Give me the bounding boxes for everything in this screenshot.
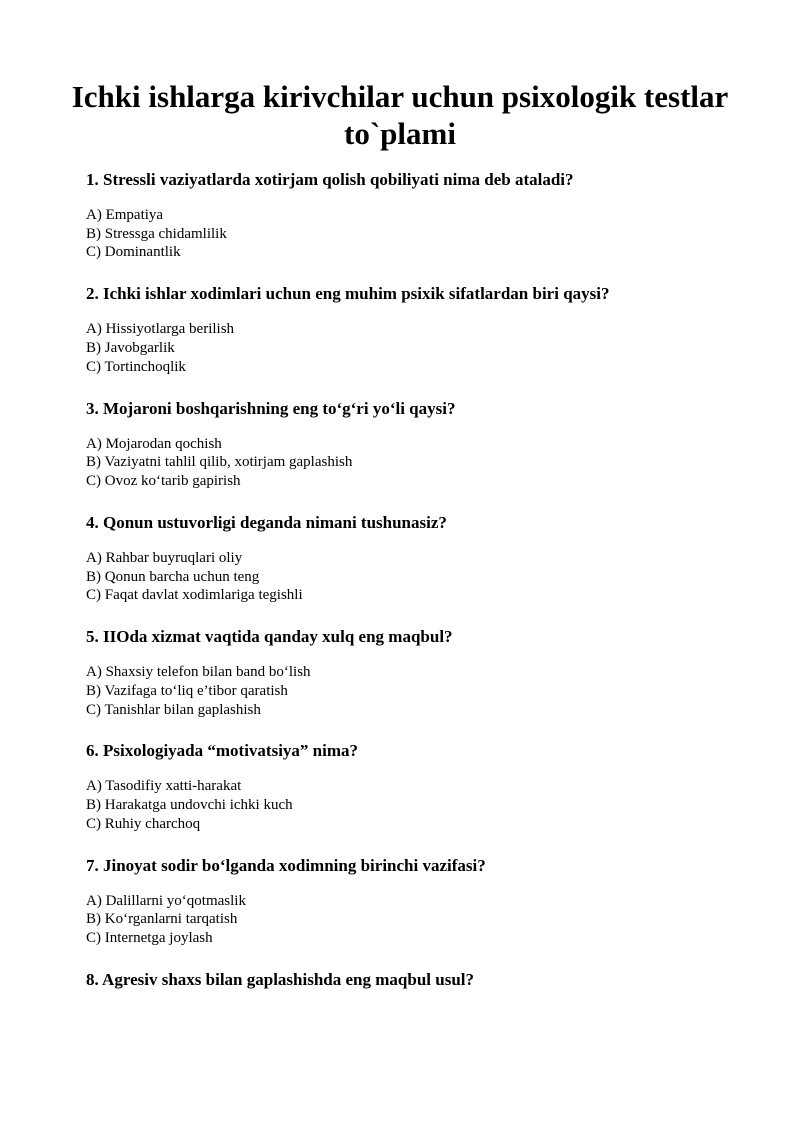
question-list	[86, 168, 746, 1082]
answer-options	[86, 206, 746, 262]
answer-option-c: C) Internetga joylash	[86, 930, 213, 947]
answer-option-c: C) Tortinchoqlik	[86, 358, 186, 375]
question-text: 3. Mojaroni boshqarishning eng to‘g‘ri yo‘li qaysi?	[86, 398, 456, 418]
question-text: 8. Agresiv shaxs bilan gaplashishda eng maqbul usul?	[86, 970, 474, 990]
question-item	[86, 739, 746, 853]
answer-option-c: C) Tanishlar bilan gaplashish	[86, 701, 261, 718]
question-item	[86, 282, 746, 396]
question-text: 1. Stressli vaziyatlarda xotirjam qolish qobiliyati nima deb ataladi?	[86, 170, 574, 189]
document-title: Ichki ishlarga kirivchilar uchun psixologik testlar to`plami	[71, 79, 729, 151]
answer-option-c: C) Ovoz ko‘tarib gapirish	[86, 472, 241, 489]
question-item	[86, 968, 746, 1082]
question-text: 6. Psixologiyada “motivatsiya” nima?	[86, 741, 359, 761]
answer-options	[86, 663, 746, 719]
answer-option-c: C) Ruhiy charchoq	[86, 815, 201, 832]
question-item	[86, 168, 746, 282]
answer-options	[86, 549, 746, 605]
question-text: 2. Ichki ishlar xodimlari uchun eng muhim psixik sifatlardan biri qaysi?	[86, 284, 610, 304]
answer-option-a: A) Empatiya	[86, 207, 164, 223]
answer-option-b: B) Harakatga undovchi ichki kuch	[86, 797, 293, 814]
answer-option-b: B) Qonun barcha uchun teng	[86, 568, 260, 585]
answer-option-a: A) Rahbar buyruqlari oliy	[86, 549, 243, 566]
question-item	[86, 511, 746, 625]
question-item	[86, 397, 746, 511]
answer-options	[86, 892, 746, 948]
answer-option-b: B) Vaziyatni tahlil qilib, xotirjam gaplashish	[86, 454, 353, 471]
answer-option-a: A) Hissiyotlarga berilish	[86, 321, 235, 338]
question-text: 5. IIOda xizmat vaqtida qanday xulq eng maqbul?	[86, 627, 453, 647]
answer-option-a: A) Mojarodan qochish	[86, 435, 222, 452]
answer-option-c: C) Dominantlik	[86, 244, 181, 261]
answer-option-a: A) Tasodifiy xatti-harakat	[86, 778, 242, 795]
answer-options	[86, 777, 746, 833]
question-text: 7. Jinoyat sodir bo‘lganda xodimning birinchi vazifasi?	[86, 855, 486, 875]
answer-option-b: B) Stressga chidamlilik	[86, 225, 227, 242]
answer-option-c: C) Faqat davlat xodimlariga tegishli	[86, 587, 303, 604]
answer-options	[86, 435, 746, 491]
question-item	[86, 625, 746, 739]
answer-option-b: B) Javobgarlik	[86, 339, 175, 356]
answer-options	[86, 320, 746, 376]
question-text: 4. Qonun ustuvorligi deganda nimani tushunasiz?	[86, 512, 447, 532]
answer-option-b: B) Ko‘rganlarni tarqatish	[86, 911, 238, 928]
answer-option-b: B) Vazifaga to‘liq e’tibor qaratish	[86, 682, 288, 699]
answer-option-a: A) Dalillarni yo‘qotmaslik	[86, 892, 246, 909]
question-item	[86, 854, 746, 968]
answer-option-a: A) Shaxsiy telefon bilan band bo‘lish	[86, 664, 311, 681]
